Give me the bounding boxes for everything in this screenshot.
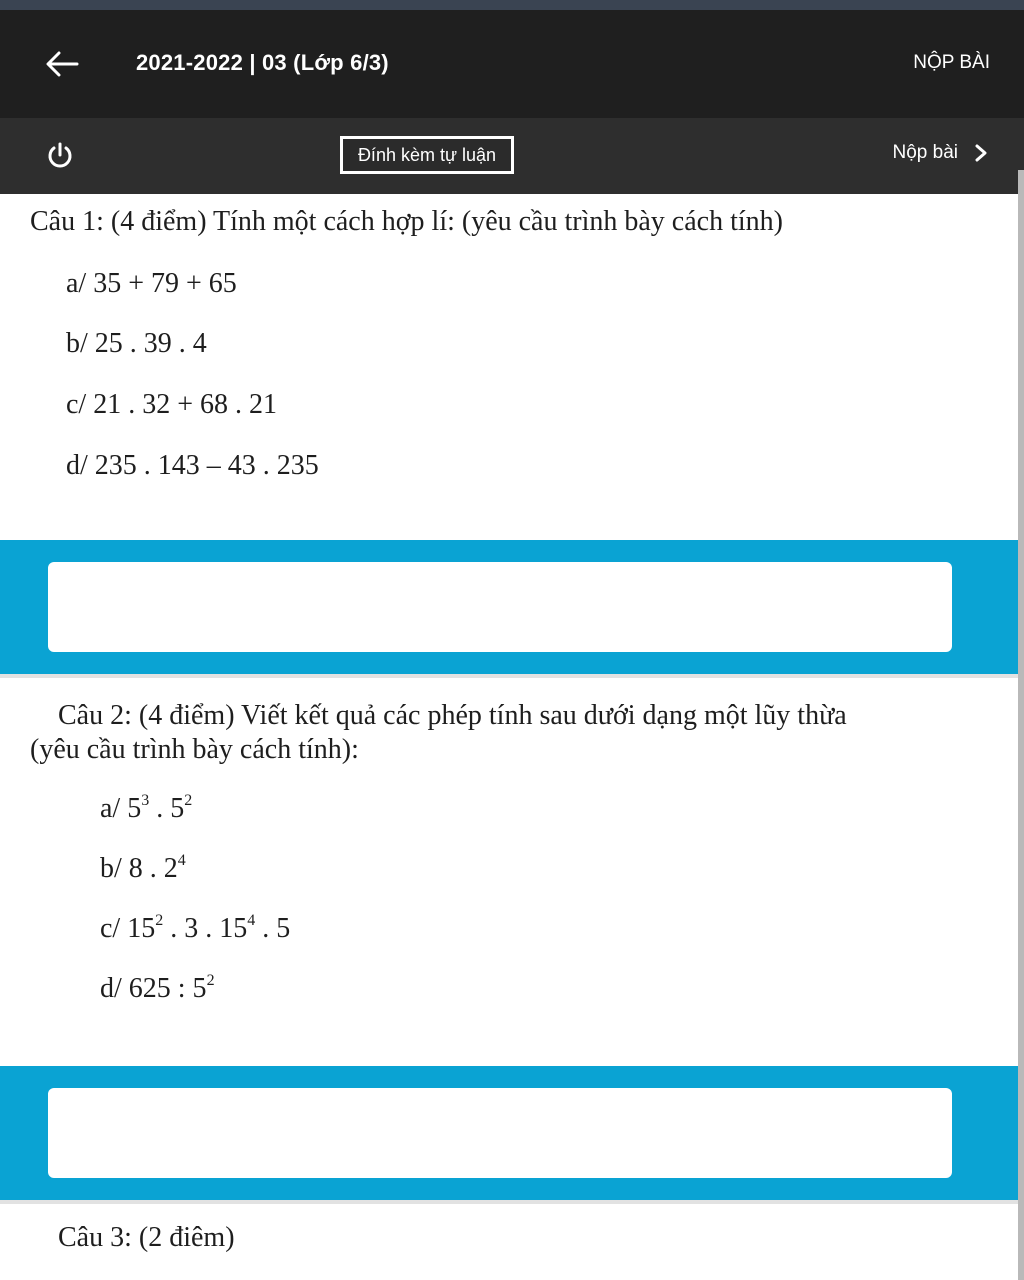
question-2-heading: Câu 2: (4 điểm) Viết kết quả các phép tính sau dưới dạng một lũy thừa bbox=[58, 700, 847, 731]
question-1-item-b: b/ 25 . 39 . 4 bbox=[66, 328, 207, 359]
question-1-item-c: c/ 21 . 32 + 68 . 21 bbox=[66, 389, 277, 420]
answer-input-1[interactable] bbox=[48, 562, 952, 652]
answer-band-1 bbox=[0, 540, 1018, 674]
toolbar bbox=[0, 118, 1024, 194]
power-icon[interactable] bbox=[42, 138, 78, 174]
exam-content bbox=[0, 194, 1018, 1280]
question-2-item-c: c/ $15^2$ . 3 . $15^4$ . 5 bbox=[100, 912, 291, 944]
answer-band-2 bbox=[0, 1066, 1018, 1200]
next-submit-label: Nộp bài bbox=[892, 142, 958, 163]
answer-input-2[interactable] bbox=[48, 1088, 952, 1178]
question-1-heading: Câu 1: (4 điểm) Tính một cách hợp lí: (yêu cầu trình bày cách tính) bbox=[30, 206, 783, 237]
question-1-item-a: a/ 35 + 79 + 65 bbox=[66, 268, 237, 299]
question-3-heading: Câu 3: (2 điêm) bbox=[58, 1222, 235, 1253]
question-2-item-b: b/ 8 . $2^4$ bbox=[100, 852, 186, 884]
question-1-item-d: d/ 235 . 143 – 43 . 235 bbox=[66, 450, 319, 481]
divider bbox=[0, 1200, 1018, 1204]
back-arrow-icon[interactable] bbox=[40, 46, 84, 82]
attach-essay-button[interactable]: Đính kèm tự luận bbox=[340, 136, 514, 174]
question-2-item-d: d/ 625 : $5^2$ bbox=[100, 972, 215, 1004]
status-bar bbox=[0, 0, 1024, 10]
next-submit-button[interactable] bbox=[893, 142, 989, 164]
submit-button[interactable]: NỘP BÀI bbox=[913, 52, 990, 73]
page-title: 2021-2022 | 03 (Lớp 6/3) bbox=[136, 50, 389, 75]
question-2-heading-cont: (yêu cầu trình bày cách tính): bbox=[30, 734, 359, 765]
scroll-edge bbox=[1018, 170, 1024, 1280]
chevron-right-icon bbox=[974, 143, 988, 163]
question-2-item-a: a/ $5^3$ . $5^2$ bbox=[100, 792, 193, 824]
divider bbox=[0, 674, 1018, 678]
app-bar bbox=[0, 10, 1024, 118]
